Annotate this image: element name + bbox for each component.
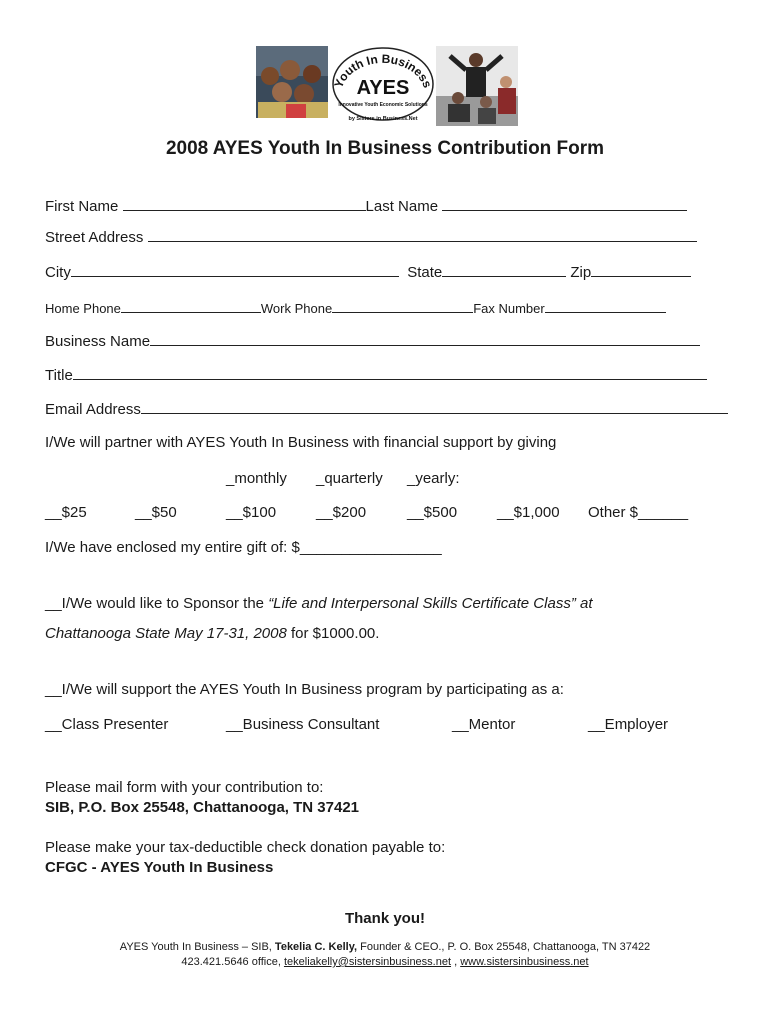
amount-500[interactable]: __$500: [407, 504, 458, 521]
fax-label: Fax Number: [473, 301, 545, 316]
title-field[interactable]: [73, 366, 707, 380]
street-label: Street Address: [45, 229, 144, 246]
zip-field[interactable]: [591, 263, 691, 277]
role-mentor[interactable]: __Mentor: [452, 716, 516, 733]
title-label: Title: [45, 367, 73, 384]
amount-200[interactable]: __$200: [316, 504, 367, 521]
logo-byline: by Sisters in Business.Net: [348, 116, 418, 122]
last-name-field[interactable]: [442, 197, 687, 211]
amount-25[interactable]: __$25: [45, 504, 87, 521]
partner-text: I/We will partner with AYES Youth In Business with financial support by giving: [45, 434, 557, 451]
city-label: City: [45, 264, 71, 281]
form-title: 2008 AYES Youth In Business Contribution Form: [165, 138, 605, 159]
first-name-label: First Name: [45, 198, 119, 215]
email-row: [45, 400, 728, 418]
students-photo: [256, 46, 328, 118]
zip-label: Zip: [570, 264, 592, 281]
support-text[interactable]: __I/We will support the AYES Youth In Business program by participating as a:: [45, 681, 564, 698]
work-phone-field[interactable]: [332, 299, 473, 313]
footer-line-2: [0, 956, 770, 968]
frequency-quarterly[interactable]: _quarterly: [316, 470, 383, 487]
thank-you: Thank you!: [344, 910, 425, 927]
check-payee: CFGC - AYES Youth In Business: [45, 859, 274, 876]
sponsor-line-2: [45, 625, 379, 642]
first-name-field[interactable]: [123, 197, 366, 211]
amount-1000[interactable]: __$1,000: [497, 504, 560, 521]
footer-phone: 423.421.5646 office,: [181, 956, 284, 968]
fax-field[interactable]: [545, 299, 666, 313]
street-row: [45, 228, 697, 246]
sponsor-class-name: “Life and Interpersonal Skills Certificate Class” at: [268, 595, 593, 612]
role-class-presenter[interactable]: __Class Presenter: [45, 716, 169, 733]
email-field[interactable]: [141, 400, 728, 414]
business-field[interactable]: [150, 332, 700, 346]
business-label: Business Name: [45, 333, 151, 350]
footer-address: Founder & CEO., P. O. Box 25548, Chattanooga, TN 37422: [357, 941, 651, 953]
footer-line-1: [0, 941, 770, 953]
email-label: Email Address: [45, 401, 141, 418]
state-field[interactable]: [442, 263, 566, 277]
footer-separator: ,: [451, 956, 461, 968]
amount-100[interactable]: __$100: [226, 504, 277, 521]
mail-address: SIB, P.O. Box 25548, Chattanooga, TN 37421: [45, 799, 360, 816]
amount-other[interactable]: Other $______: [588, 504, 689, 521]
amount-50[interactable]: __$50: [135, 504, 177, 521]
frequency-yearly[interactable]: _yearly:: [407, 470, 460, 487]
footer-website-link[interactable]: www.sistersinbusiness.net: [460, 956, 589, 968]
sponsor-suffix: for $1000.00.: [286, 625, 380, 642]
role-business-consultant[interactable]: __Business Consultant: [226, 716, 380, 733]
footer-org: AYES Youth In Business – SIB,: [119, 941, 275, 953]
state-label: State: [407, 264, 443, 281]
name-row: [45, 197, 687, 215]
professionals-photo: [436, 46, 518, 126]
footer-founder-name: Tekelia C. Kelly,: [274, 941, 358, 953]
check-intro: Please make your tax-deductible check donation payable to:: [45, 839, 446, 856]
mail-intro: Please mail form with your contribution to:: [45, 779, 324, 796]
city-row: [45, 263, 691, 281]
logo-main: AYES: [356, 77, 410, 99]
frequency-monthly[interactable]: _monthly: [226, 470, 287, 487]
sponsor-prefix[interactable]: __I/We would like to Sponsor the: [45, 595, 269, 612]
business-row: [45, 332, 700, 350]
home-phone-field[interactable]: [121, 299, 261, 313]
logo-arc-text: Youth In Business: [331, 51, 435, 90]
street-field[interactable]: [148, 228, 697, 242]
title-row: [45, 366, 707, 384]
last-name-label: Last Name: [365, 198, 439, 215]
role-employer[interactable]: __Employer: [588, 716, 669, 733]
logo-tagline: Innovative Youth Economic Solutions: [338, 102, 428, 108]
city-field[interactable]: [71, 263, 399, 277]
home-phone-label: Home Phone: [45, 301, 121, 316]
phone-row: [45, 299, 666, 316]
ayes-logo: [328, 44, 438, 124]
gift-text: I/We have enclosed my entire gift of: $_________________: [45, 539, 442, 556]
sponsor-class-location: Chattanooga State May 17-31, 2008: [45, 625, 287, 642]
sponsor-line-1: [45, 595, 593, 612]
work-phone-label: Work Phone: [260, 301, 333, 316]
footer-email-link[interactable]: tekeliakelly@sistersinbusiness.net: [283, 956, 452, 968]
